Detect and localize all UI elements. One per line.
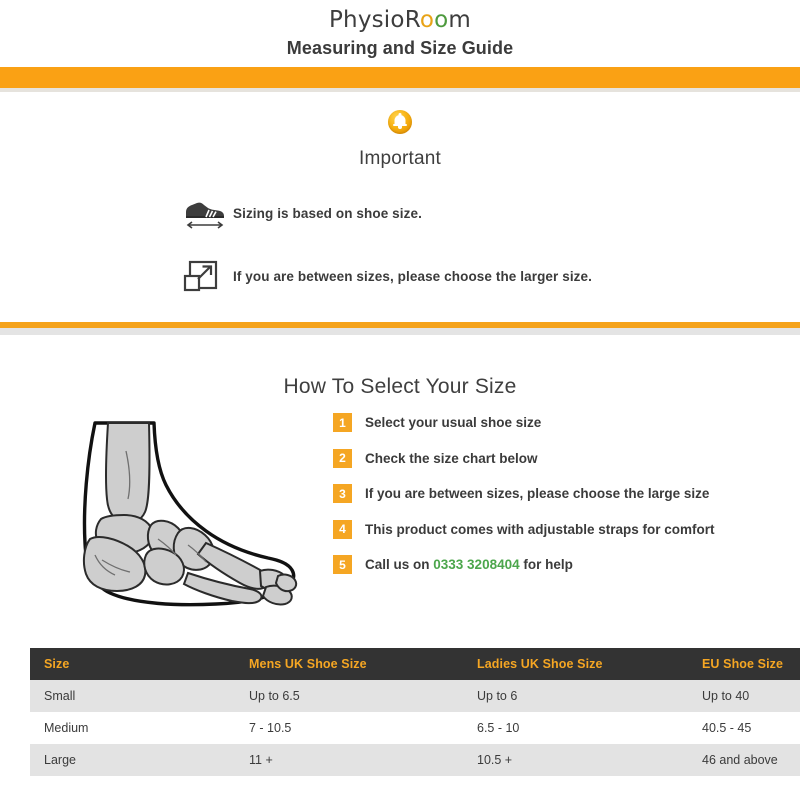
- step-label-3: If you are between sizes, please choose the large size: [365, 486, 710, 501]
- cell-ladies-medium: 6.5 - 10: [463, 712, 688, 744]
- cell-eu-small: Up to 40: [688, 680, 800, 712]
- note-item-shoe-size: [183, 196, 800, 230]
- page-title: Measuring and Size Guide: [286, 38, 514, 58]
- cell-size-small: Small: [30, 680, 235, 712]
- note-text-shoe-size: Sizing is based on shoe size.: [233, 205, 422, 221]
- foot-skeleton-lateral-illustration: [38, 415, 306, 635]
- logo-text-m: m: [448, 7, 472, 33]
- steps-list: [333, 413, 715, 591]
- step-label-1: Select your usual shoe size: [365, 415, 542, 430]
- step-number-badge-1: 1: [333, 413, 352, 432]
- logo-text-o: o: [390, 7, 405, 33]
- step-label-4: This product comes with adjustable straps for comfort: [365, 521, 715, 537]
- step-item-5: [333, 555, 715, 574]
- cell-size-large: Large: [30, 744, 235, 776]
- table-row: [30, 744, 800, 776]
- cell-ladies-small: Up to 6: [463, 680, 688, 712]
- cell-mens-medium: 7 - 10.5: [235, 712, 463, 744]
- sneaker-shoe-icon: [183, 196, 233, 230]
- table-header-mens-uk: Mens UK Shoe Size: [235, 648, 463, 680]
- table-header-row: [30, 648, 800, 680]
- table-header-eu: EU Shoe Size: [688, 648, 800, 680]
- cell-size-medium: Medium: [30, 712, 235, 744]
- select-size-body: [0, 399, 800, 669]
- header-orange-divider: [0, 67, 800, 88]
- bell-icon-wrapper: [0, 110, 800, 139]
- cell-mens-large: 11 +: [235, 744, 463, 776]
- important-section: [0, 92, 800, 293]
- cell-eu-large: 46 and above: [688, 744, 800, 776]
- call-us-suffix: for help: [519, 557, 573, 572]
- logo-letter-o-gold: o: [419, 7, 435, 33]
- bell-icon: [388, 110, 412, 134]
- table-row: [30, 680, 800, 712]
- size-chart-table: [30, 648, 784, 776]
- step-item-1: [333, 413, 715, 432]
- table-header-ladies-uk: Ladies UK Shoe Size: [463, 648, 688, 680]
- section-heading-how-to-select: How To Select Your Size: [283, 375, 517, 398]
- important-notes-list: [0, 196, 800, 293]
- logo-letter-o-green: o: [434, 7, 449, 33]
- note-text-between-sizes: If you are between sizes, please choose the larger size.: [233, 268, 592, 284]
- table-header-size: Size: [30, 648, 235, 680]
- step-item-3: [333, 484, 715, 503]
- call-us-prefix: Call us on: [365, 557, 434, 572]
- table-row: [30, 712, 800, 744]
- step-label-5: [365, 557, 573, 572]
- step-number-badge-2: 2: [333, 449, 352, 468]
- cell-mens-small: Up to 6.5: [235, 680, 463, 712]
- important-heading: Important: [358, 148, 442, 169]
- step-number-badge-5: 5: [333, 555, 352, 574]
- logo-text-r: R: [404, 7, 420, 33]
- cell-eu-medium: 40.5 - 45: [688, 712, 800, 744]
- phone-number-link[interactable]: 0333 3208404: [433, 557, 520, 572]
- step-label-2: Check the size chart below: [365, 450, 538, 466]
- cell-ladies-large: 10.5 +: [463, 744, 688, 776]
- step-number-badge-3: 3: [333, 484, 352, 503]
- step-item-4: [333, 520, 715, 539]
- physioroom-logo: [0, 7, 800, 33]
- page-header: [0, 0, 800, 59]
- scale-up-arrow-icon: [183, 259, 233, 293]
- mid-gray-divider: [0, 328, 800, 335]
- step-item-2: [333, 449, 715, 468]
- step-number-badge-4: 4: [333, 520, 352, 539]
- note-item-between-sizes: [183, 259, 800, 293]
- logo-text-physio: Physi: [328, 7, 391, 33]
